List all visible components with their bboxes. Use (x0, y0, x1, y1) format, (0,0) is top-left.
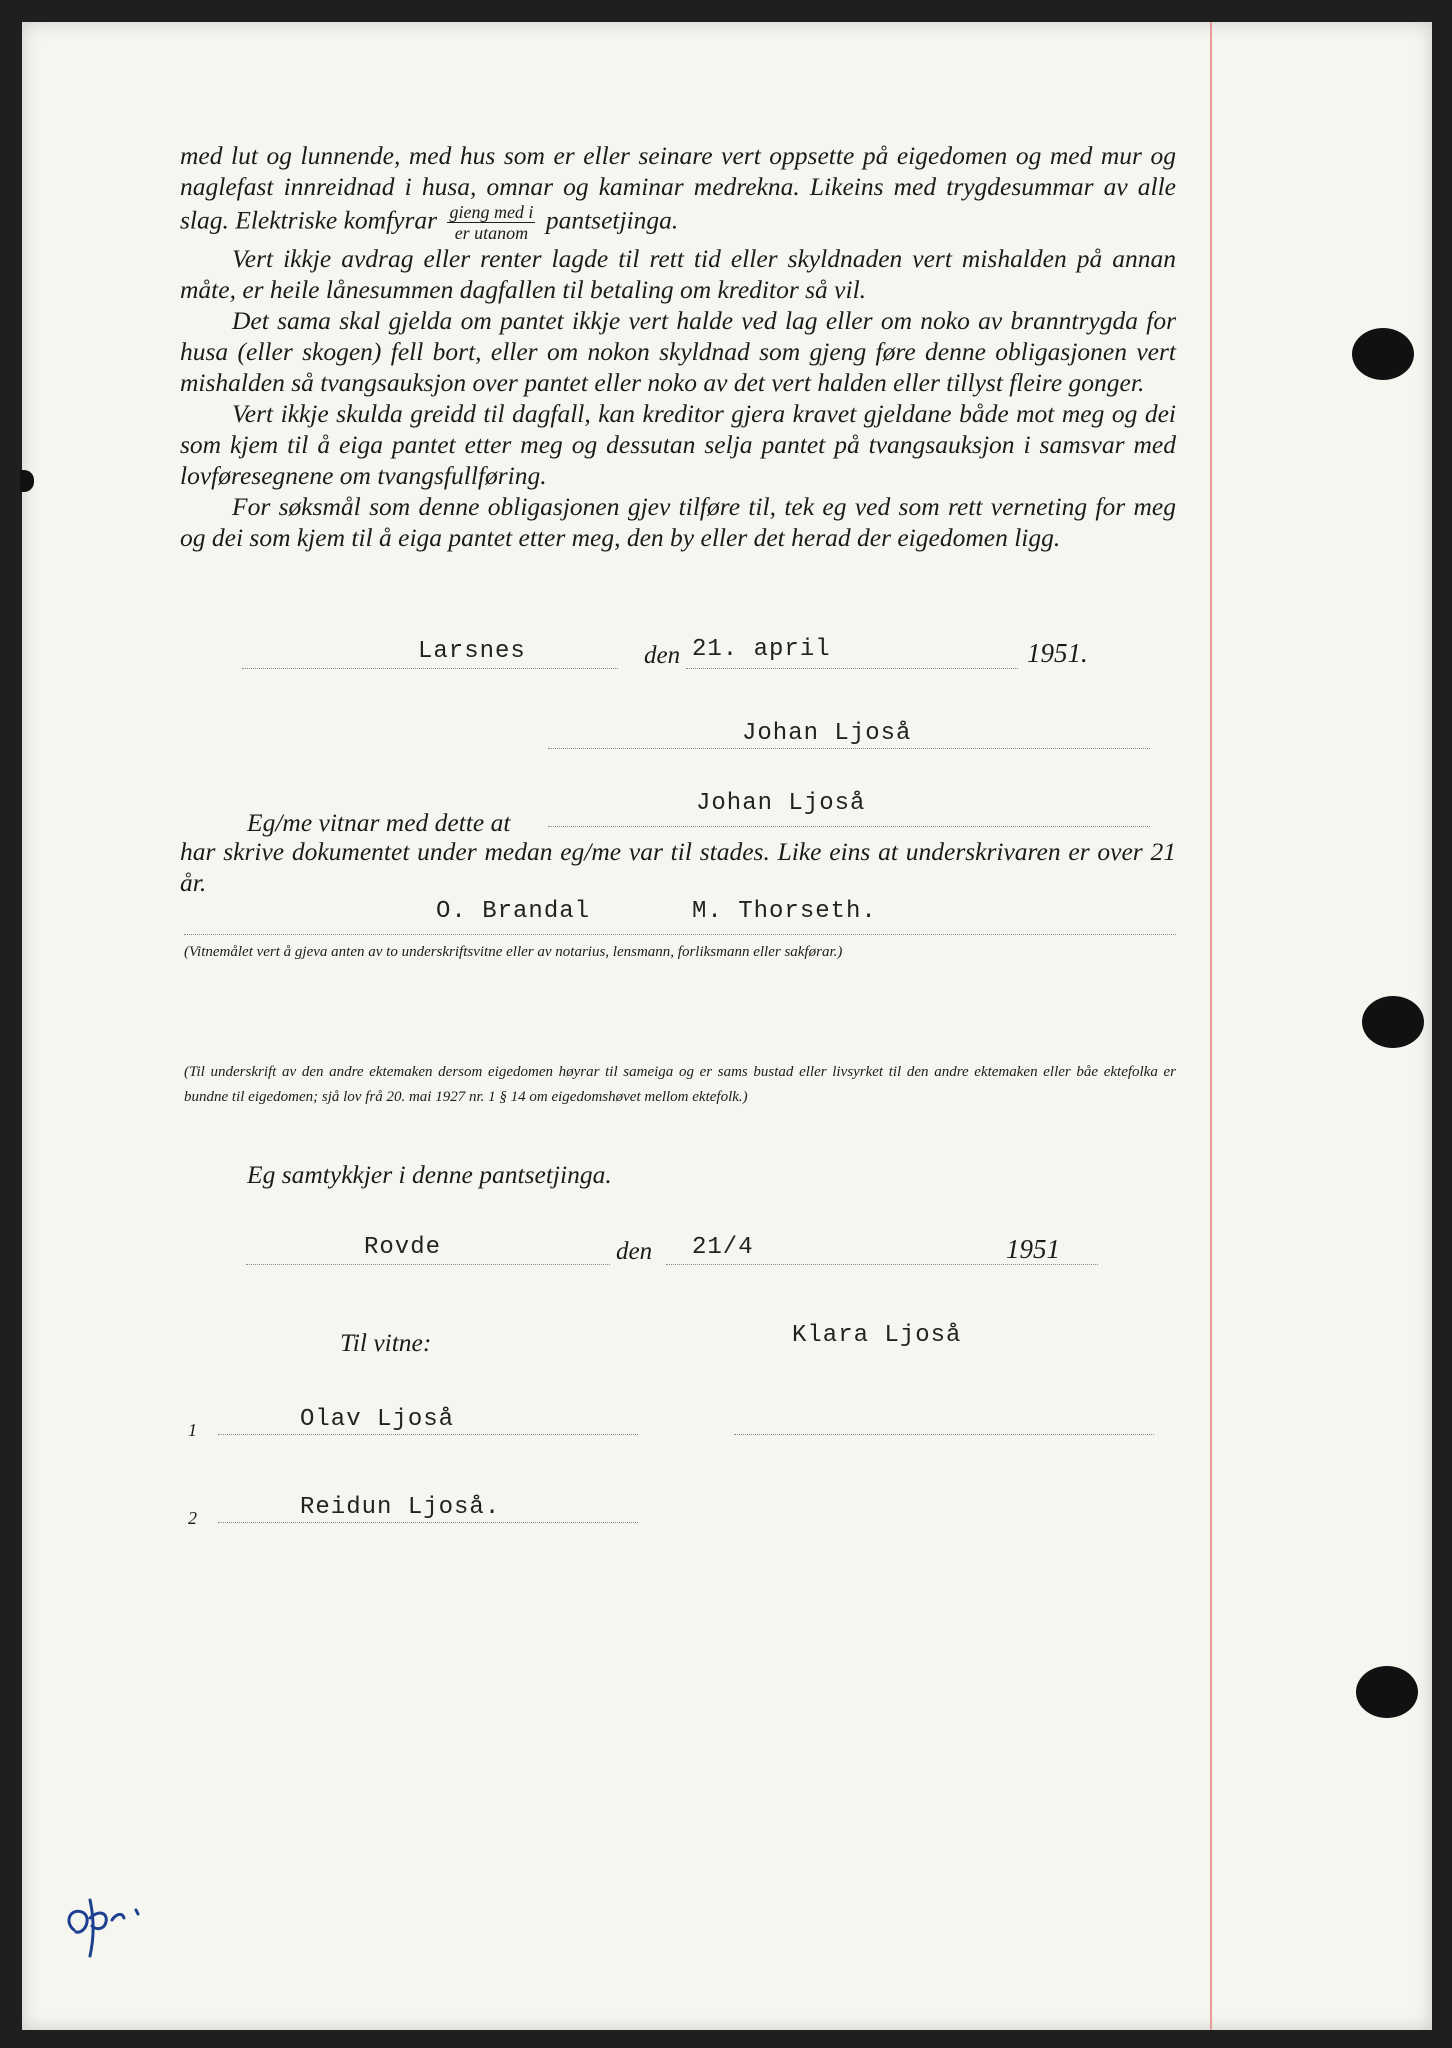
place-line-2 (246, 1264, 610, 1265)
note-1: (Vitnemålet vert å gjeva anten av to underskriftsvitne eller av notarius, lensmann, forliksmann eller sakførar.) (184, 944, 843, 960)
year-1: 1951. (1027, 638, 1088, 668)
paragraph-4: Vert ikkje skulda greidd til dagfall, kan kreditor gjera kravet gjeldane både mot meg og dei som kjem til å eiga pantet etter meg og dessutan selja pantet på tvangsauksjon i samsvar med lovføresegnene om tvangsfullføring. (180, 399, 1176, 490)
witness-number-2: 2 (188, 1508, 197, 1528)
signature-1: Johan Ljoså (742, 720, 912, 747)
body-text (180, 140, 1176, 553)
den-label-2: den (616, 1238, 653, 1265)
note-2: (Til underskrift av den andre ektemaken dersom eigedomen høyrar til sameiga og er sams bustad eller livsyrket til den andre ektemaken eller båe ektefolka er bundne til eigedomen; sjå lov frå 20. mai 1927 nr. 1 § 14 om eigedomshøvet mellom ektefolk.) (184, 1064, 1176, 1105)
paragraph-1 (180, 140, 1176, 243)
witness-2-signature: M. Thorseth. (692, 898, 877, 925)
witness-1-signature: O. Brandal (436, 898, 591, 925)
witness-name-line (548, 826, 1150, 827)
margin-line (1210, 22, 1212, 2030)
witness-line-1-right (734, 1434, 1154, 1435)
paragraph-1-end: pantsetjinga. (545, 205, 679, 235)
punch-hole-middle (1362, 996, 1424, 1048)
paragraph-5: For søksmål som denne obligasjonen gjev tilføre til, tek eg ved som rett verneting for meg og dei som kjem til å eiga pantet etter meg, den by eller det herad der eigedomen ligg. (180, 492, 1176, 552)
til-vitne-label: Til vitne: (340, 1328, 432, 1357)
place-1: Larsnes (418, 638, 526, 665)
handwritten-initials-icon (60, 1860, 170, 1970)
paragraph-3: Det sama skal gjelda om pantet ikkje vert halde ved lag eller om noko av branntrygda for husa (eller skogen) fell bort, eller om nokon skyldnad som gjeng føre denne obligasjonen vert mishalden så tvangsauksjon over pantet eller noko av det vert halden eller tillyst fleire gonger. (180, 306, 1176, 397)
signature-line-1 (548, 748, 1150, 749)
fraction-top: gieng med i (449, 202, 534, 222)
witness-name: Johan Ljoså (696, 790, 866, 817)
punch-hole-top (1352, 328, 1414, 380)
paragraph-1-text: med lut og lunnende, med hus som er eller seinare vert oppsette på eigedomen og med mur og naglefast innreidnad i husa, omnar og kaminar medrekna. Likeins med trygdesummar av alle slag. Elektriske komfyrar (180, 141, 1176, 235)
year-2: 1951 (1006, 1234, 1060, 1264)
witness-continuation: har skrive dokumentet under medan eg/me var til stades. Like eins at underskrivaren er over 21 år. (180, 837, 1176, 897)
document-page (22, 22, 1432, 2030)
witness-line-2 (218, 1522, 638, 1523)
witness-name-2: Reidun Ljoså. (300, 1494, 501, 1521)
witness-lead: Eg/me vitnar med dette at (247, 808, 511, 837)
punch-hole-bottom (1356, 1666, 1418, 1718)
witness-line-1 (218, 1434, 638, 1435)
date-1: 21. april (692, 636, 831, 663)
page-edge-notch (20, 470, 34, 492)
place-2: Rovde (364, 1234, 442, 1261)
paragraph-2: Vert ikkje avdrag eller renter lagde til rett tid eller skyldnaden vert mishalden på annan måte, er heile lånesummen dagfallen til betaling om kreditor så vil. (180, 244, 1176, 304)
witness-signature-line (184, 934, 1176, 935)
den-label-1: den (644, 642, 681, 669)
date-2: 21/4 (692, 1234, 754, 1261)
place-line-1 (242, 668, 618, 669)
fraction-bottom: er utanom (454, 223, 529, 243)
consent-text: Eg samtykkjer i denne pantsetjinga. (247, 1160, 612, 1189)
witness-number-1: 1 (188, 1420, 197, 1440)
signature-2: Klara Ljoså (792, 1322, 962, 1349)
date-line-1 (686, 668, 1018, 669)
witness-name-1: Olav Ljoså (300, 1406, 455, 1433)
fraction (447, 202, 535, 243)
